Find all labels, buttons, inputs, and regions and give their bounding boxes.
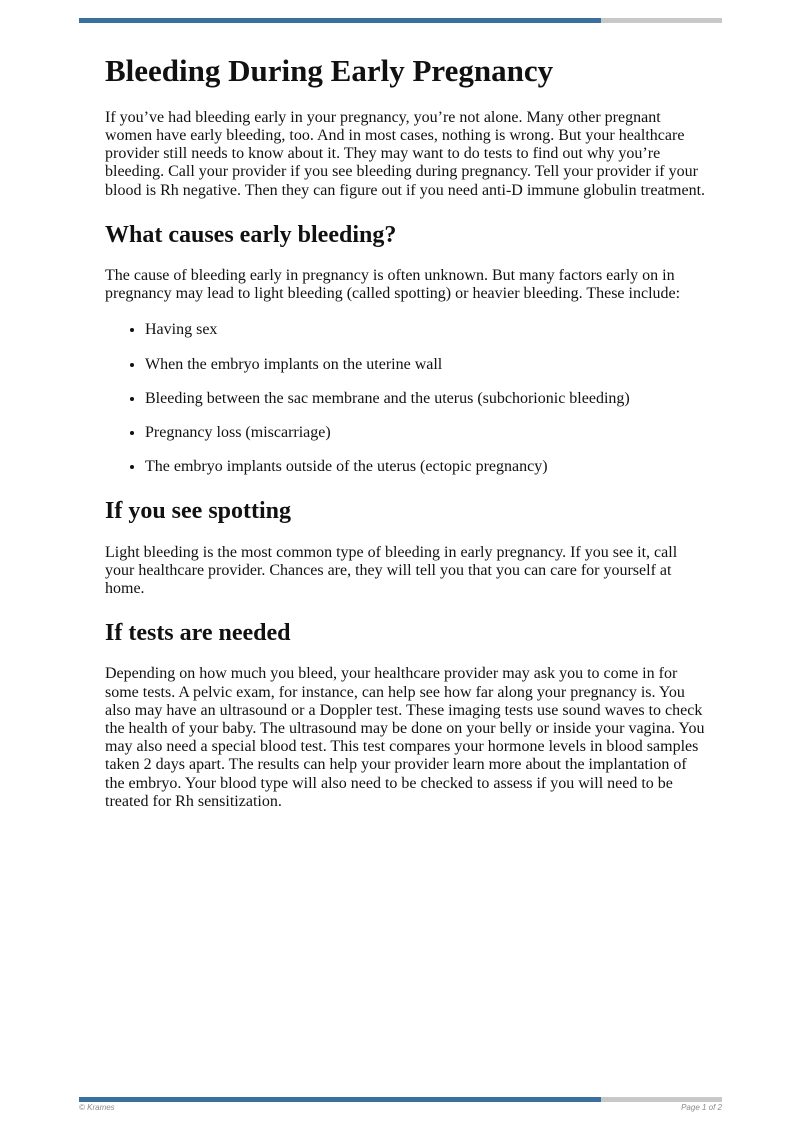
list-item: • Pregnancy loss (miscarriage) — [145, 424, 705, 442]
spotting-paragraph: Light bleeding is the most common type of bleeding in early pregnancy. If you see it, call your healthcare provider. Chances are, they will tell you that you can care for yourself at home. — [105, 543, 678, 597]
section-heading-causes: What causes early bleeding? — [105, 221, 397, 248]
causes-list — [105, 321, 705, 476]
page-title: Bleeding During Early Pregnancy — [105, 53, 554, 88]
list-item: • Having sex — [145, 321, 705, 339]
section-heading-spotting: If you see spotting — [105, 498, 292, 525]
tests-paragraph: Depending on how much you bleed, your healthcare provider may ask you to come in for some tests. A pelvic exam, for instance, can help see how far along your pregnancy is. You also may have an ultrasound or a Doppler test. These imaging tests use sound waves to check the health of your baby. The ultrasound may be done on your belly or inside your vagina. You may also need a special blood test. This test compares your hormone levels in blood samples taken 2 days apart. The results can help your provider learn more about the implantation of the embryo. Your blood type will also need to be checked to assess if you will need to be treated for Rh sensitization. — [105, 665, 705, 810]
list-item: • When the embryo implants on the uterine wall — [145, 356, 705, 374]
footer-copyright: © Krames — [79, 1103, 115, 1112]
footer-rule-accent — [79, 1097, 601, 1102]
intro-paragraph: If you’ve had bleeding early in your pregnancy, you’re not alone. Many other pregnant women have early bleeding, too. And in most cases, nothing is wrong. But your healthcare provider still needs to know about it. They may want to do tests to find out why you’re bleeding. Call your provider if you see bleeding during pregnancy. Tell your provider if your blood is Rh negative. Then they can figure out if you need anti-D immune globulin treatment. — [105, 108, 706, 199]
document-body — [105, 52, 705, 829]
footer-rule — [79, 1097, 722, 1102]
causes-paragraph: The cause of bleeding early in pregnancy is often unknown. But many factors early on in pregnancy may lead to light bleeding (called spotting) or heavier bleeding. These include: — [105, 266, 681, 303]
footer-page-number: Page 1 of 2 — [681, 1103, 722, 1112]
list-item: • The embryo implants outside of the uterus (ectopic pregnancy) — [145, 458, 705, 476]
header-rule-accent — [79, 18, 601, 23]
header-rule — [79, 18, 722, 23]
section-heading-tests: If tests are needed — [105, 620, 291, 647]
list-item: • Bleeding between the sac membrane and the uterus (subchorionic bleeding) — [145, 390, 705, 408]
